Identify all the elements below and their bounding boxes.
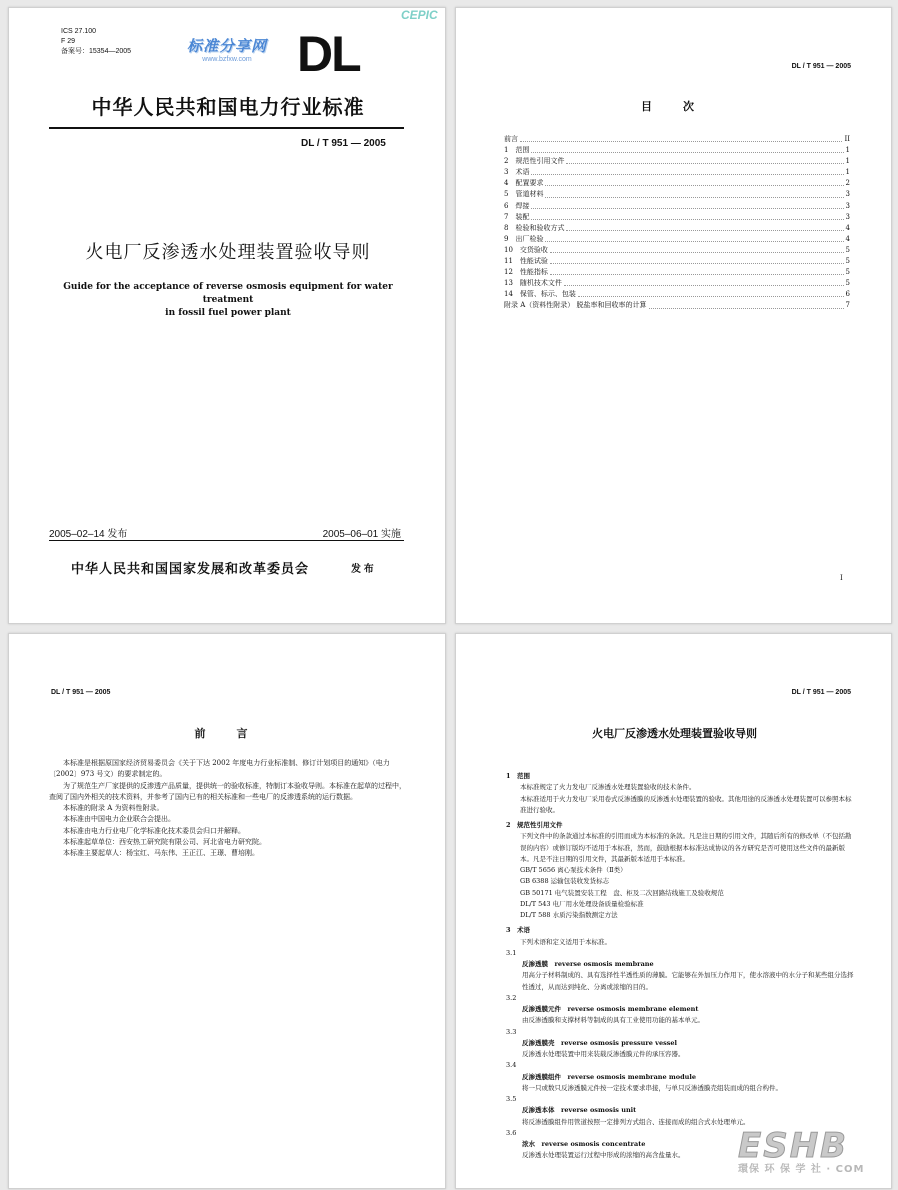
toc-entry-page: 5 (845, 257, 850, 266)
term-number: 3.5 (506, 1095, 517, 1103)
toc-entry[interactable] (504, 134, 850, 145)
foreword-heading: 前 言 (194, 728, 262, 740)
toc-entry-page: II (844, 135, 850, 143)
toc-entry-title: 4 配置要求 (504, 179, 544, 188)
toc-entry[interactable] (504, 278, 850, 289)
toc-entry-title: 2 规范性引用文件 (504, 157, 565, 166)
page-header: DL / T 951 — 2005 (51, 689, 111, 696)
toc-entry[interactable] (504, 201, 850, 212)
toc-entry-title: 5 管道材料 (504, 190, 544, 199)
toc-leader (545, 234, 843, 242)
foreword-paragraph: 为了规范生产厂家提供的反渗透产品质量，提供统一的验收标准，特制订本验收导则。本标准在起草的过程中，查阅了国内外相关的技术资料，并参考了国内已有的相关标准和一些电厂的反渗透系统的运行数据。 (49, 781, 406, 801)
term-name: 浓水 reverse osmosis concentrate (522, 1140, 646, 1148)
toc-entry-page: 4 (845, 223, 850, 232)
date-rule (49, 540, 404, 541)
toc-entry-title: 11 性能试验 (504, 257, 548, 266)
term-definition: 由反渗透膜和支撑材料等制成的具有工业使用功能的基本单元。 (522, 1016, 704, 1025)
toc-leader (564, 278, 844, 286)
reference-item: GB/T 5656 离心泵技术条件（Ⅱ类） (520, 866, 627, 874)
toc-leader (531, 201, 843, 209)
toc-leader (531, 145, 843, 153)
term-definition: 用高分子材料制成的、具有选择性半透性质的薄膜。它能够在外加压力作用下，使水溶液中的水分子和某些组分选择性透过，从而达到纯化、分离或浓缩的目的。 (522, 971, 854, 991)
title-en-line1: Guide for the acceptance of reverse osmosis equipment for water treatment (63, 282, 393, 305)
toc-page (455, 7, 892, 624)
term-name: 反渗透膜组件 reverse osmosis membrane module (522, 1072, 696, 1081)
implement-date: 2005–06–01 实施 (322, 529, 401, 540)
section-1-heading: 1 范围 (506, 772, 531, 780)
toc-entry-page: 1 (845, 157, 850, 166)
foreword-page (8, 633, 446, 1189)
toc-entry-title: 前言 (504, 135, 518, 143)
watermark-url: www.bzfxw.com (202, 56, 252, 63)
toc-entry-page: 1 (845, 146, 850, 155)
toc-entry[interactable] (504, 267, 850, 278)
toc-leader (550, 245, 844, 253)
cepic-watermark: CEPIC (401, 8, 438, 22)
cover-meta (61, 27, 131, 57)
toc-entry[interactable] (504, 145, 850, 156)
toc-leader (649, 300, 844, 308)
title-rule (49, 127, 404, 129)
term-number: 3.4 (506, 1061, 517, 1070)
section-2-para-1: 下列文件中的条款通过本标准的引用而成为本标准的条款。凡是注日期的引用文件，其随后所有的修改单（不包括勘误的内容）或修订版均不适用于本标准，然而，鼓励根据本标准达成协议的各方研究是否可使用这些文件的最新版本。凡是不注日期的引用文件，其最新版本适用于本标准。 (520, 832, 852, 863)
section-1-para-2: 本标准适用于火力发电厂采用卷式反渗透膜的反渗透水处理装置的验收。其他用途的反渗透水处理装置可以参照本标准进行验收。 (520, 794, 852, 814)
toc-entry[interactable] (504, 156, 850, 167)
toc-list (504, 134, 850, 312)
foreword-paragraph: 本标准由电力行业电厂化学标准化技术委员会归口并解释。 (63, 826, 245, 835)
toc-entry[interactable] (504, 256, 850, 267)
standard-name-en (39, 281, 417, 320)
toc-entry-title: 8 检验和验收方式 (504, 223, 565, 232)
reference-item: GB 50171 电气装置安装工程 盘、柜及二次回路结线施工及验收规范 (520, 888, 724, 897)
term-name: 反渗透膜壳 reverse osmosis pressure vessel (522, 1038, 678, 1047)
record-number: 备案号：15354—2005 (61, 48, 132, 55)
toc-entry-page: 3 (845, 190, 850, 199)
term-number: 3.2 (506, 993, 517, 1002)
toc-entry-title: 10 交货验收 (504, 245, 548, 254)
term-number: 3.1 (506, 948, 517, 957)
page-header: DL / T 951 — 2005 (791, 689, 851, 696)
term-name: 反渗透本体 reverse osmosis unit (522, 1106, 637, 1115)
toc-leader (550, 256, 844, 264)
toc-entry[interactable] (504, 167, 850, 178)
toc-entry-title: 6 焊接 (504, 201, 530, 210)
toc-entry[interactable] (504, 289, 850, 300)
standard-code: DL / T 951 — 2005 (301, 138, 386, 149)
toc-entry-page: 4 (845, 234, 850, 243)
dl-logo: DL (297, 26, 360, 82)
body-content (506, 767, 856, 1162)
eshb-sub: 環保 环 保 学 社 · COM (738, 1164, 865, 1175)
section-1-para-1: 本标准规定了火力发电厂反渗透水处理装置验收的技术条件。 (520, 783, 696, 792)
title-en-line2: in fossil fuel power plant (165, 308, 291, 318)
toc-leader (566, 156, 843, 164)
toc-leader (531, 167, 843, 175)
toc-entry-page: 3 (845, 212, 850, 221)
body-title: 火电厂反渗透水处理装置验收导则 (592, 728, 757, 740)
toc-entry[interactable] (504, 178, 850, 189)
toc-entry-page: 7 (845, 301, 850, 310)
foreword-body (49, 758, 409, 860)
toc-entry[interactable] (504, 234, 850, 245)
cover-page (8, 7, 446, 624)
toc-entry-title: 13 随机技术文件 (504, 279, 562, 288)
term-name: 反渗透膜 reverse osmosis membrane (522, 960, 654, 968)
toc-entry-page: 3 (845, 201, 850, 210)
section-2-heading: 2 规范性引用文件 (506, 821, 563, 829)
toc-heading: 目 次 (640, 101, 709, 113)
toc-leader (545, 189, 843, 197)
term-definition: 将反渗透膜组件用管道按照一定排列方式组合、连接而成的组合式水处理单元。 (522, 1117, 750, 1126)
eshb-watermark (738, 1128, 864, 1175)
toc-entry-title: 7 装配 (504, 212, 530, 221)
foreword-paragraph: 本标准是根据原国家经济贸易委员会《关于下达 2002 年度电力行业标准制、修订计划项目的通知》（电力〔2002〕973 号文）的要求制定的。 (49, 759, 390, 779)
term-number: 3.3 (506, 1027, 517, 1036)
toc-entry[interactable] (504, 245, 850, 256)
toc-entry-page: 2 (845, 179, 850, 188)
reference-item: DL/T 588 水质污染指数测定方法 (520, 911, 618, 919)
issuer-action: 发 布 (351, 564, 374, 575)
issue-date: 2005–02–14 发布 (49, 529, 128, 540)
toc-leader (531, 212, 843, 220)
toc-entry[interactable] (504, 223, 850, 234)
section-3-para-1: 下列术语和定义适用于本标准。 (520, 937, 611, 946)
foreword-paragraph: 本标准的附录 A 为资料性附录。 (63, 804, 164, 813)
standard-name-cn: 火电厂反渗透水处理装置验收导则 (85, 242, 371, 262)
toc-entry-title: 9 出厂检验 (504, 234, 544, 243)
industry-standard-title: 中华人民共和国电力行业标准 (91, 95, 365, 119)
toc-entry-page: 5 (845, 279, 850, 288)
foreword-paragraph: 本标准主要起草人：杨宝红、马东伟、王正江、王璟、曹培刚。 (63, 849, 259, 858)
ics-code: ICS 27.100 (61, 28, 97, 35)
term-number: 3.6 (506, 1128, 517, 1137)
term-definition: 反渗透水处理装置运行过程中形成的浓缩的高含盐量水。 (522, 1151, 685, 1160)
term-name: 反渗透膜元件 reverse osmosis membrane element (522, 1005, 699, 1013)
toc-entry-title: 3 术语 (504, 168, 530, 177)
issuer: 中华人民共和国国家发展和改革委员会 (71, 561, 310, 576)
toc-leader (566, 223, 843, 231)
toc-entry-page: 1 (845, 168, 850, 177)
reference-item: GB 6388 运输包装收发货标志 (520, 877, 610, 886)
toc-entry-page: 6 (845, 290, 850, 299)
site-watermark-top (187, 35, 267, 63)
toc-leader (550, 267, 844, 275)
foreword-paragraph: 本标准由中国电力企业联合会提出。 (63, 815, 175, 824)
toc-entry-title: 1 范围 (504, 146, 530, 155)
toc-entry-page: 5 (845, 245, 850, 254)
toc-entry-title: 12 性能指标 (504, 268, 548, 277)
section-3-heading: 3 术语 (506, 926, 531, 935)
toc-entry-title: 附录 A（资料性附录） 脱盐率和回收率的计算 (504, 301, 647, 310)
toc-entry[interactable] (504, 300, 850, 311)
reference-item: DL/T 543 电厂用水处理设备质量检验标准 (520, 899, 644, 908)
toc-entry[interactable] (504, 212, 850, 223)
f-code: F 29 (61, 38, 76, 45)
reference-list (506, 865, 856, 921)
foreword-paragraph: 本标准起草单位：西安热工研究院有限公司、河北省电力研究院。 (63, 838, 266, 847)
page-number: I (840, 574, 843, 582)
toc-leader (578, 289, 844, 297)
term-definition: 反渗透水处理装置中用来装载反渗透膜元件的承压容器。 (522, 1050, 685, 1058)
body-page (455, 633, 892, 1189)
term-definition: 将一只或数只反渗透膜元件按一定技术要求串接，与单只反渗透膜壳组装而成的组合构件。 (522, 1083, 782, 1092)
toc-leader (520, 134, 842, 142)
toc-entry-page: 5 (845, 268, 850, 277)
page-header: DL / T 951 — 2005 (791, 63, 851, 70)
toc-entry-title: 14 保管、标示、包装 (504, 290, 576, 299)
toc-entry[interactable] (504, 189, 850, 200)
watermark-cn: 标准分享网 (187, 38, 268, 55)
eshb-logo: ESHB (738, 1126, 849, 1166)
toc-leader (545, 178, 843, 186)
